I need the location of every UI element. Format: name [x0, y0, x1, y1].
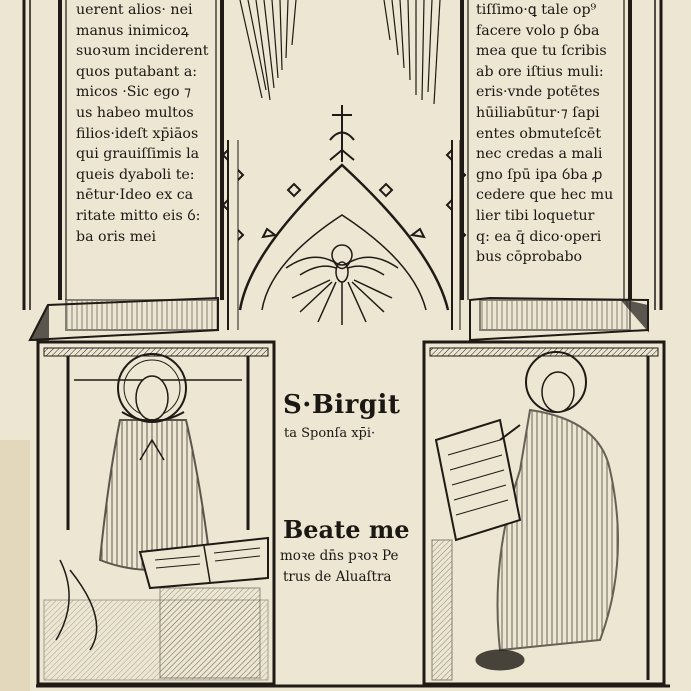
text-line: nētur·Ideo ex ca — [76, 187, 194, 204]
text-line: qui grauiſſimis la — [76, 146, 200, 163]
text-line: uerent alios· nei — [76, 2, 193, 18]
left-text-column — [76, 0, 208, 247]
text-line: mea que tu ſcribis — [476, 43, 607, 60]
petrus-caption-title: Beate me — [283, 515, 410, 544]
text-line: entes obmuteſcēt — [476, 125, 602, 142]
text-line: lier tibi loquetur — [476, 207, 595, 224]
text-line: cedere que hec mu — [476, 187, 614, 204]
text-line: tiſſimo·ꝗ tale op⁹ — [476, 2, 597, 18]
text-line: facere volo p ỽba — [476, 22, 600, 39]
right-text-column — [476, 0, 613, 268]
text-line: suoꝛum inciderent — [76, 43, 209, 60]
text-line: q: ea q̄ dico·operi — [476, 228, 602, 245]
text-line: quos putabant a: — [76, 63, 198, 80]
text-line: queis dyaboli te: — [76, 166, 195, 183]
petrus-caption-line1: moꝛe dn̄s pꝛoꝛ Pe — [280, 548, 399, 564]
text-line: eris·vnde potētes — [476, 84, 600, 101]
text-line: nec credas a mali — [476, 146, 603, 163]
text-line: filios·ideſt xp̄iāos — [76, 125, 199, 142]
petrus-caption-line2: trus de Aluaſtra — [283, 569, 392, 585]
text-line: ba oris mei — [76, 228, 157, 245]
text-line: manus inimicoꝝ — [76, 22, 189, 39]
birgitta-caption-subtitle: ta Sponſa xp̄i· — [284, 426, 376, 441]
text-line: hūiliabūtur·⁊ ſapi — [476, 104, 600, 121]
text-line: gno ſpū ipa ỽba ꝓ — [476, 166, 603, 183]
birgitta-caption-title: S·Birgit — [283, 390, 401, 420]
text-line: us habeo multos — [76, 104, 194, 121]
text-line: ab ore iſtius muli: — [476, 63, 604, 80]
text-line: ritate mitto eis ỽ: — [76, 207, 201, 224]
text-line: micos ·Sic ego ⁊ — [76, 84, 192, 101]
text-line: bus cōprobabo — [476, 249, 583, 266]
